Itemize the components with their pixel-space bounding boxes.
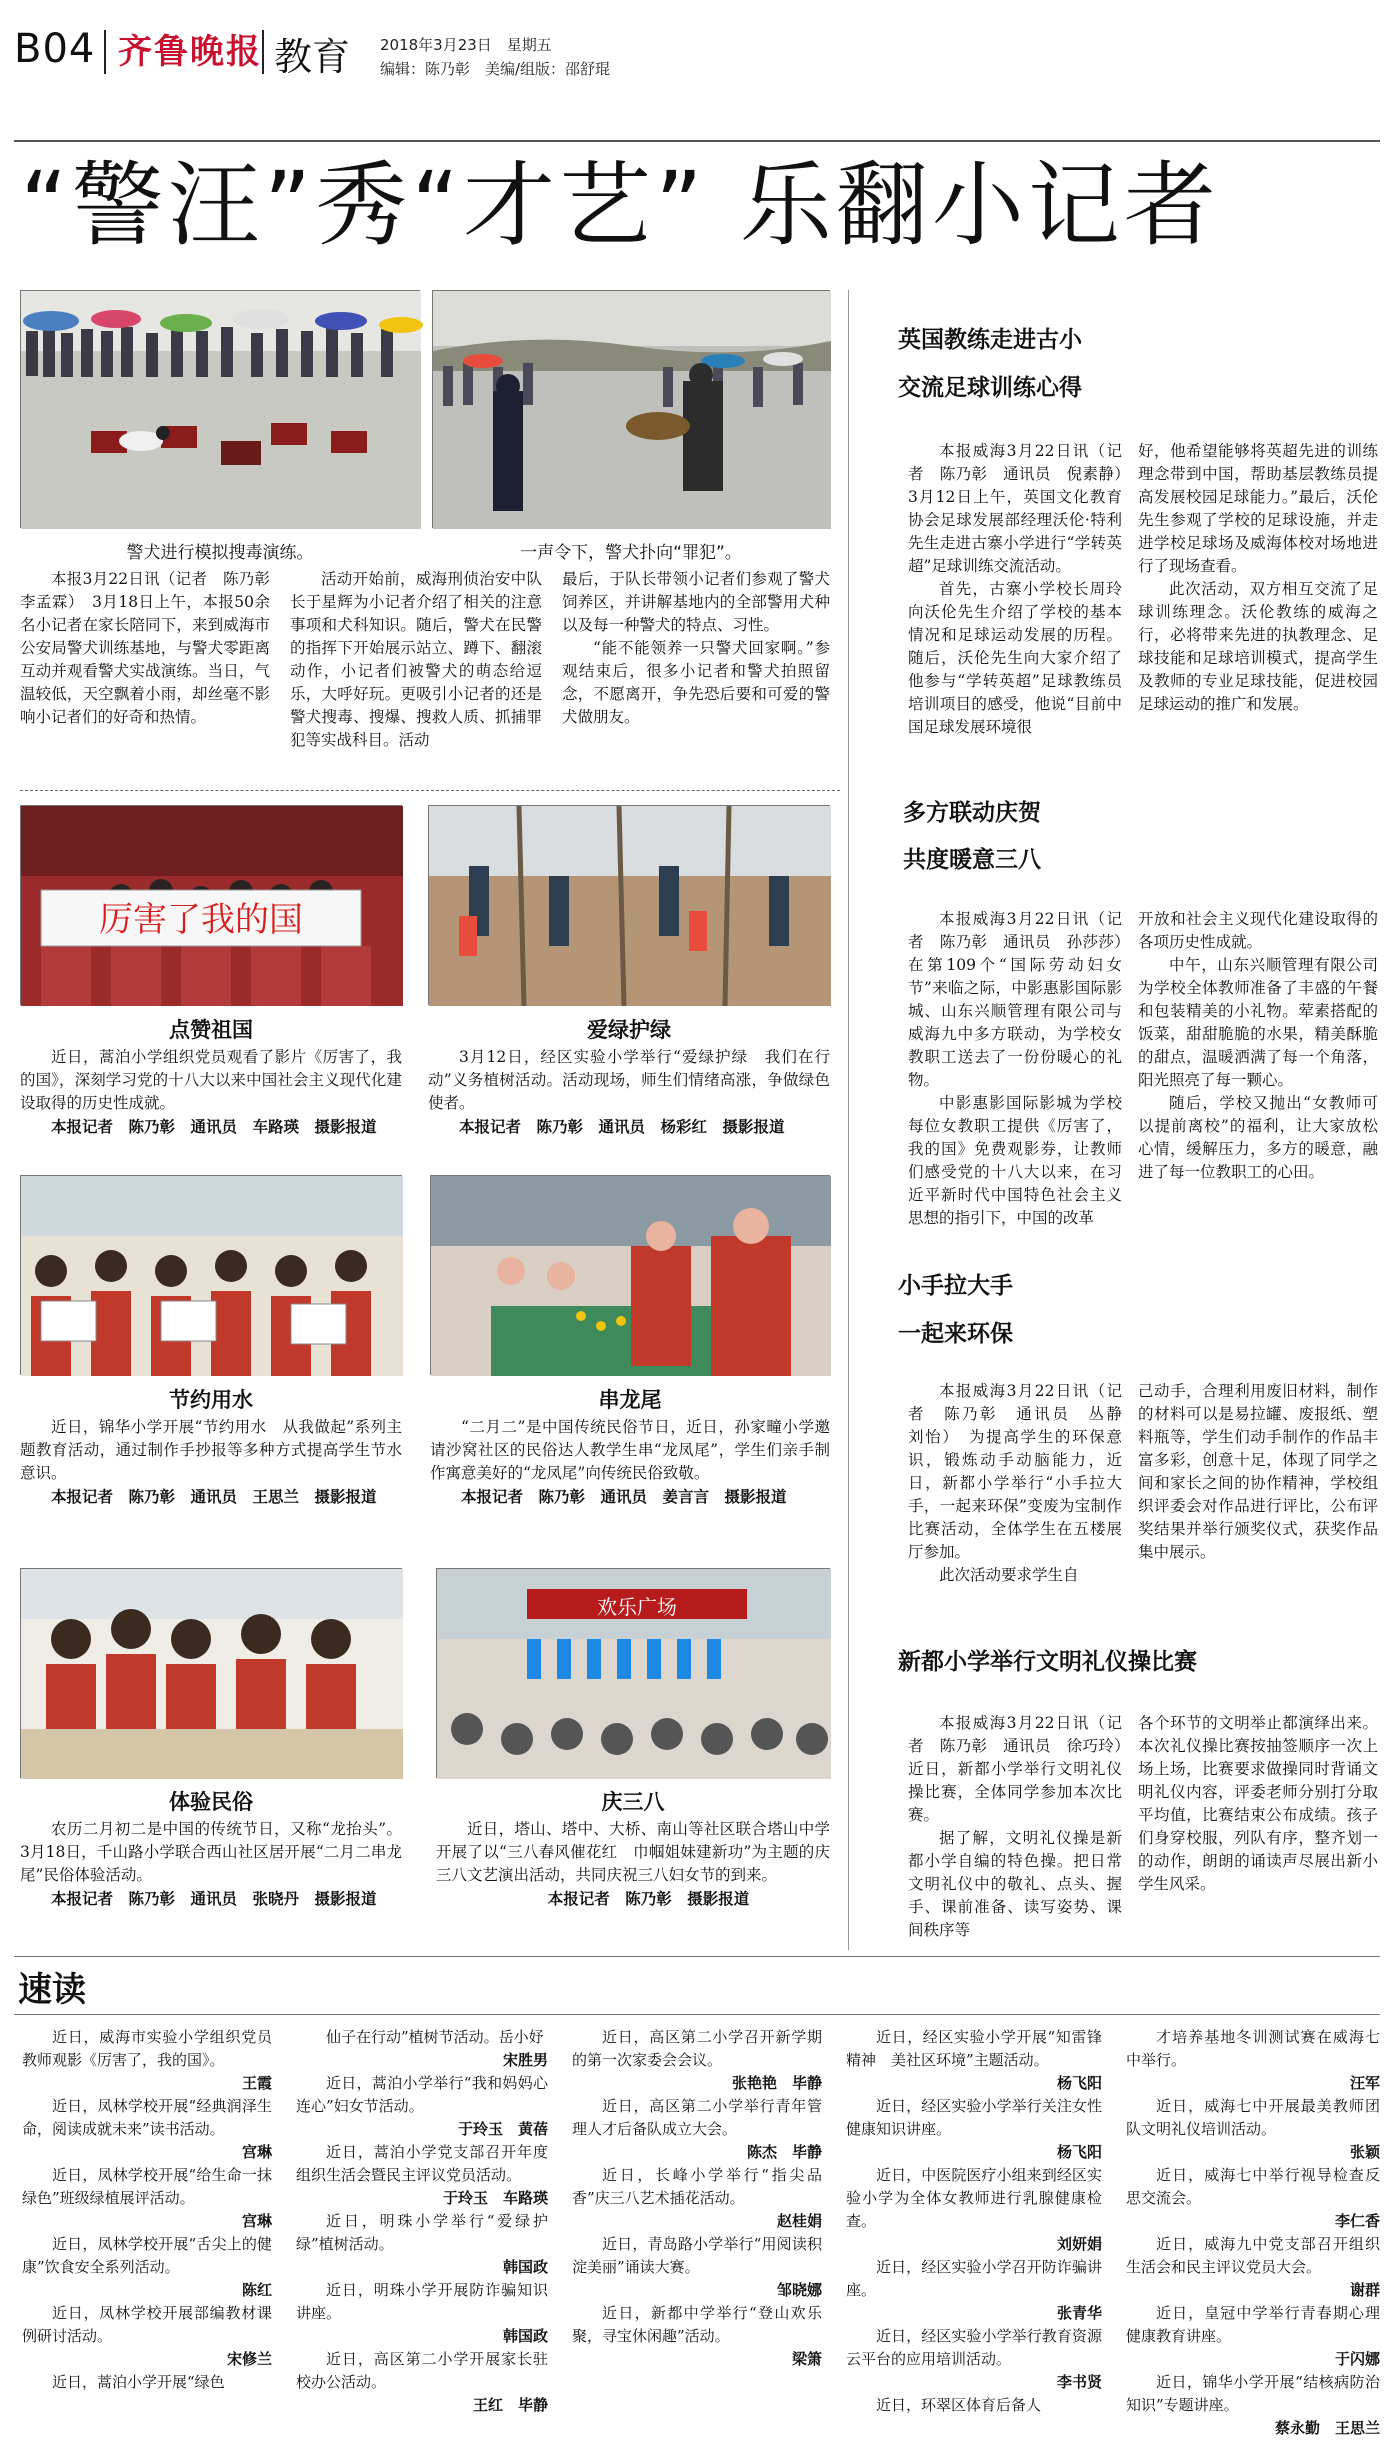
quick-read-item: 近日，凤林学校开展部编教材课例研讨活动。 <box>22 2304 272 2345</box>
quick-read-col2 <box>296 2026 548 2414</box>
quick-read-item: 近日，蒿泊小学开展“绿色 <box>52 2373 225 2391</box>
masthead-rule <box>14 140 1380 142</box>
quick-read-author: 宋修兰 <box>226 2350 272 2368</box>
quick-read-author: 韩国政 <box>502 2258 548 2276</box>
photo-title: 节约用水 <box>169 1388 253 1412</box>
quick-read-item: 近日，蒿泊小学举行“我和妈妈心连心”妇女节活动。 <box>296 2074 548 2115</box>
quick-read-item: 近日，皇冠中学举行青春期心理健康教育讲座。 <box>1126 2304 1380 2345</box>
photo-title: 点赞祖国 <box>169 1018 253 1042</box>
stage-banner: 欢乐广场 <box>597 1595 677 1619</box>
quick-read-item: 近日，威海七中举行视导检查反思交流会。 <box>1126 2166 1380 2207</box>
quick-read-author: 邹晓娜 <box>776 2281 822 2299</box>
editors-line: 编辑：陈乃彰 美编/组版：邵舒琨 <box>380 60 611 78</box>
sidebar-a1-col1: 本报威海3月22日讯（记者 陈乃彰 通讯员 倪素静） 3月12日上午，英国文化教育协会足球发展部经理沃伦·特利先生走进古寨小学进行“学转英超”足球训练交流活动。 首先，古寨小学校长周玲向沃伦先生介绍了学校的基本情况和足球运动发展的历程。随后，沃伦先生向大家介绍了他参与“学转英超”足球教练员培训项目的感受，他说“目前中国足球发展环境很 <box>908 442 1138 736</box>
quick-read-item: 近日，高区第二小学召开新学期的第一次家委会会议。 <box>572 2028 822 2069</box>
quick-read-author: 李仁香 <box>1334 2212 1380 2230</box>
photo-title: 体验民俗 <box>169 1790 253 1814</box>
quick-read-author: 赵桂娟 <box>776 2212 822 2230</box>
quick-read-author: 王红 毕静 <box>472 2396 548 2414</box>
issue-date: 2018年3月23日 星期五 <box>380 36 552 54</box>
quick-read-author: 张青华 <box>1056 2304 1102 2322</box>
main-headline: “警汪”秀“才艺” 乐翻小记者 <box>20 152 1220 259</box>
quick-read-author: 宋胜男 <box>502 2051 548 2069</box>
quick-read-author: 于玲玉 黄蓓 <box>457 2120 548 2138</box>
quick-read-item: 近日，威海市实验小学组织党员教师观影《厉害了，我的国》。 <box>22 2028 272 2069</box>
photo-text: 近日，塔山、塔中、大桥、南山等社区联合塔山中学开展了以“三八春风催花红 巾帼姐妹建新功”为主题的庆三八文艺演出活动，共同庆祝三八妇女节的到来。 本报记者 陈乃彰 摄影报道 <box>436 1820 830 1908</box>
photo-text: 近日，锦华小学开展“节约用水 从我做起”系列主题教育活动，通过制作手抄报等多种方式提高学生节水意识。 本报记者 陈乃彰 通讯员 王思兰 摄影报道 <box>20 1418 402 1506</box>
quick-read-item: 近日，高区第二小学开展家长驻校办公活动。 <box>296 2350 548 2391</box>
main-story-col3: 最后，于队长带领小记者们参观了警犬饲养区，并讲解基地内的全部警用犬种以及每一种警犬的特点、习性。 “能不能领养一只警犬回家啊。”参观结束后，很多小记者和警犬拍照留念，不愿离开，争先恐后要和可爱的警犬做朋友。 <box>562 570 830 726</box>
main-story-col2: 活动开始前，威海刑侦治安中队长于星辉为小记者介绍了相关的注意事项和犬科知识。随后，警犬在民警的指挥下开始展示站立、蹲下、翻滚动作，小记者们被警犬的萌态给逗乐，大呼好玩。更吸引小记者的还是警犬搜毒、搜爆、搜救人质、抓捕罪犯等实战科目。活动 <box>290 570 542 749</box>
quick-read-item: 近日，明珠小学举行“爱绿护绿”植树活动。 <box>296 2212 548 2253</box>
sidebar-a1-col2: 好，他希望能够将英超先进的训练理念带到中国，帮助基层教练员提高发展校园足球能力。”最后，沃伦先生参观了学校的足球设施，并走进学校足球场及威海体校对场地进行了现场查看。 此次活动，双方相互交流了足球训练理念。沃伦教练的威海之行，必将带来先进的执教理念、足球技能和足球培训模式，提高学生及教师的专业足球技能，促进校园足球运动的推广和发展。 <box>1138 442 1378 713</box>
quick-read-author: 于闪娜 <box>1334 2350 1380 2368</box>
quick-read-item: 近日，蒿泊小学党支部召开年度组织生活会暨民主评议党员活动。 <box>296 2143 548 2184</box>
photo-water-saving <box>20 1175 402 1375</box>
quick-read-item: 近日，长峰小学举行“指尖品香”庆三八艺术插花活动。 <box>572 2166 822 2207</box>
quick-read-rule <box>14 1956 1380 1957</box>
article-title: 多方联动庆贺 <box>903 800 1041 826</box>
sidebar-a3-col2: 己动手，合理利用废旧材料，制作的材料可以是易拉罐、废报纸、塑料瓶等，学生们动手制作的作品丰富多彩，创意十足，体现了同学之间和家长之间的协作精神，学校组织评委会对作品进行评比，公布评奖结果并举行颁奖仪式，获奖作品集中展示。 <box>1138 1382 1378 1561</box>
quick-read-author: 陈红 <box>241 2281 272 2299</box>
quick-read-item: 近日，高区第二小学举行青年管理人才后备队成立大会。 <box>572 2097 822 2138</box>
quick-read-author: 张颖 <box>1349 2143 1380 2161</box>
quick-read-item: 近日，中医院医疗小组来到经区实验小学为全体女教师进行乳腺健康检查。 <box>846 2166 1102 2230</box>
quick-read-author: 杨飞阳 <box>1056 2143 1102 2161</box>
quick-read-item: 近日，环翠区体育后备人 <box>876 2396 1042 2414</box>
quick-read-author: 刘妍娟 <box>1056 2235 1102 2253</box>
quick-read-item: 仙子在行动”植树节活动。岳小妤 <box>326 2028 544 2046</box>
sidebar-a2-col1: 本报威海3月22日讯（记者 陈乃彰 通讯员 孙莎莎） 在第109个“国际劳动妇女节”来临之际，中影惠影国际影城、山东兴顺管理有限公司与威海九中多方联动，为学校女教职工送去了一份份暖心的礼物。 中影惠影国际影城为学校每位女教职工提供《厉害了，我的国》免费观影券，让教师们感受党的十八大以来，在习近平新时代中国特色社会主义思想的指引下，中国的改革 <box>908 910 1138 1227</box>
quick-read-item: 近日，经区实验小学举行关注女性健康知识讲座。 <box>846 2097 1102 2138</box>
quick-read-author: 汪军 <box>1349 2074 1380 2092</box>
cinema-placard: 厉害了我的国 <box>99 900 303 940</box>
photo-text: 3月12日，经区实验小学举行“爱绿护绿 我们在行动”义务植树活动。活动现场，师生们情绪高涨，争做绿色使者。 本报记者 陈乃彰 通讯员 杨彩红 摄影报道 <box>428 1048 830 1136</box>
sidebar-a4-col2: 各个环节的文明举止都演绎出来。本次礼仪操比赛按抽签顺序一次上场上场，比赛要求做操同时背诵文明礼仪内容，评委老师分别打分取平均值，比赛结束公布成绩。孩子们身穿校服，列队有序，整齐划一的动作，朗朗的诵读声尽展出新小学生风采。 <box>1138 1714 1378 1893</box>
quick-read-item: 近日，凤林学校开展“舌尖上的健康”饮食安全系列活动。 <box>22 2235 272 2276</box>
section-name: 教育 <box>274 35 351 79</box>
quick-read-item: 近日，凤林学校开展“经典润泽生命，阅读成就未来”读书活动。 <box>22 2097 272 2138</box>
photo-text: 农历二月初二是中国的传统节日，又称“龙抬头”。3月18日，千山路小学联合西山社区居开展“二月二串龙尾”民俗体验活动。 本报记者 陈乃彰 通讯员 张晓丹 摄影报道 <box>20 1820 402 1908</box>
article-title: 交流足球训练心得 <box>898 375 1082 401</box>
article-title: 新都小学举行文明礼仪操比赛 <box>898 1649 1197 1675</box>
quick-read-col4 <box>846 2026 1102 2414</box>
quick-read-author: 杨飞阳 <box>1056 2074 1102 2092</box>
sidebar-a2-col2: 开放和社会主义现代化建设取得的各项历史性成就。 中午，山东兴顺管理有限公司为学校全体教师准备了丰盛的午餐和包装精美的小礼物。荤素搭配的饭菜，甜甜脆脆的水果，精美酥脆的甜点，温暖洒满了每一个角落，阳光照亮了每一颗心。 随后，学校又抛出“女教师可以提前离校”的福利，让大家放松心情，缓解压力，多方的暖意，融进了每一位教职工的心田。 <box>1138 910 1378 1181</box>
masthead-divider <box>104 30 106 74</box>
newspaper-logo: 齐鲁晚报 <box>118 32 262 72</box>
column-divider <box>848 290 849 1950</box>
quick-read-item: 近日，锦华小学开展“结核病防治知识”专题讲座。 <box>1126 2373 1380 2414</box>
photo-police-dog-drill <box>20 290 420 528</box>
quick-read-rule <box>14 2014 1380 2015</box>
quick-read-item: 近日，威海七中开展最美教师团队文明礼仪培训活动。 <box>1126 2097 1380 2138</box>
article-title: 共度暖意三八 <box>903 847 1041 873</box>
quick-read-author: 韩国政 <box>502 2327 548 2345</box>
sidebar-a3-col1: 本报威海3月22日讯（记者 陈乃彰 通讯员 丛静 刘怡） 为提高学生的环保意识，锻炼动手动脑能力，近日，新都小学举行“小手拉大手，一起来环保”变废为宝制作比赛活动，全体学生在五楼展厅参加。 此次活动要求学生自 <box>908 1382 1138 1584</box>
quick-read-col5 <box>1126 2026 1380 2437</box>
quick-read-author: 谢群 <box>1349 2281 1380 2299</box>
photo-cinema <box>20 805 402 1005</box>
photo-folk-custom <box>20 1568 402 1778</box>
quick-read-item: 近日，青岛路小学举行“用阅读积淀美丽”诵读大赛。 <box>572 2235 822 2276</box>
main-story-col1: 本报3月22日讯（记者 陈乃彰 李孟霖） 3月18日上午，本报50余名小记者在家长陪同下，来到威海市公安局警犬训练基地，与警犬零距离互动并观看警犬实战演练。当日，气温较低，天空飘着小雨，却丝毫不影响小记者们的好奇和热情。 <box>20 570 286 726</box>
article-title: 英国教练走进古小 <box>898 327 1082 353</box>
quick-read-author: 蔡永勤 王思兰 <box>1274 2419 1380 2437</box>
quick-read-col1 <box>22 2026 272 2391</box>
quick-read-col3 <box>572 2026 822 2386</box>
page-number: B04 <box>14 26 96 72</box>
quick-read-item: 近日，经区实验小学开展“知雷锋精神 美社区环境”主题活动。 <box>846 2028 1102 2069</box>
quick-read-item: 近日，新都中学举行“登山欢乐聚，寻宝休闲趣”活动。 <box>572 2304 822 2345</box>
photo-caption: 一声令下，警犬扑向“罪犯”。 <box>520 543 742 563</box>
quick-read-author: 于玲玉 车路瑛 <box>442 2189 548 2207</box>
quick-read-author: 王霞 <box>241 2074 272 2092</box>
article-title: 一起来环保 <box>898 1321 1013 1347</box>
quick-read-item: 近日，威海九中党支部召开组织生活会和民主评议党员大会。 <box>1126 2235 1380 2276</box>
quick-read-item: 近日，经区实验小学举行教育资源云平台的应用培训活动。 <box>846 2327 1102 2368</box>
section-divider <box>20 790 840 791</box>
photo-title: 爱绿护绿 <box>587 1018 671 1042</box>
sidebar-a4-col1: 本报威海3月22日讯（记者 陈乃彰 通讯员 徐巧玲） 近日，新都小学举行文明礼仪操比赛，全体同学参加本次比赛。 据了解，文明礼仪操是新都小学自编的特色操。把日常文明礼仪中的敬礼、点头、握手、课前准备、读写姿势、课间秩序等 <box>908 1714 1138 1939</box>
photo-title: 庆三八 <box>601 1790 665 1814</box>
quick-read-title: 速读 <box>18 1970 86 2010</box>
quick-read-author: 宫琳 <box>241 2143 272 2161</box>
quick-read-author: 陈杰 毕静 <box>746 2143 822 2161</box>
quick-read-author: 李书贤 <box>1056 2373 1102 2391</box>
quick-read-item: 近日，凤林学校开展“给生命一抹绿色”班级绿植展评活动。 <box>22 2166 272 2207</box>
photo-dragon-tail <box>430 1175 830 1375</box>
photo-title: 串龙尾 <box>598 1388 662 1412</box>
quick-read-author: 梁箫 <box>791 2350 822 2368</box>
quick-read-item: 才培养基地冬训测试赛在威海七中举行。 <box>1126 2028 1380 2069</box>
photo-womens-day <box>436 1568 830 1778</box>
photo-tree-planting <box>428 805 830 1005</box>
photo-caption: 警犬进行模拟搜毒演练。 <box>126 543 314 563</box>
article-title: 小手拉大手 <box>898 1273 1013 1299</box>
quick-read-item: 近日，经区实验小学召开防诈骗讲座。 <box>846 2258 1102 2299</box>
photo-text: “二月二”是中国传统民俗节日，近日，孙家疃小学邀请沙窝社区的民俗达人教学生串“龙凤尾”，学生们亲手制作寓意美好的“龙凤尾”向传统民俗致敬。 本报记者 陈乃彰 通讯员 姜言言 摄影报道 <box>430 1418 830 1506</box>
quick-read-author: 张艳艳 毕静 <box>731 2074 822 2092</box>
photo-text: 近日，蒿泊小学组织党员观看了影片《厉害了，我的国》，深刻学习党的十八大以来中国社会主义现代化建设取得的历史性成就。 本报记者 陈乃彰 通讯员 车路瑛 摄影报道 <box>20 1048 402 1136</box>
quick-read-author: 宫琳 <box>241 2212 272 2230</box>
photo-dog-attack <box>432 290 830 528</box>
quick-read-item: 近日，明珠小学开展防诈骗知识讲座。 <box>296 2281 548 2322</box>
masthead-divider <box>262 30 264 74</box>
